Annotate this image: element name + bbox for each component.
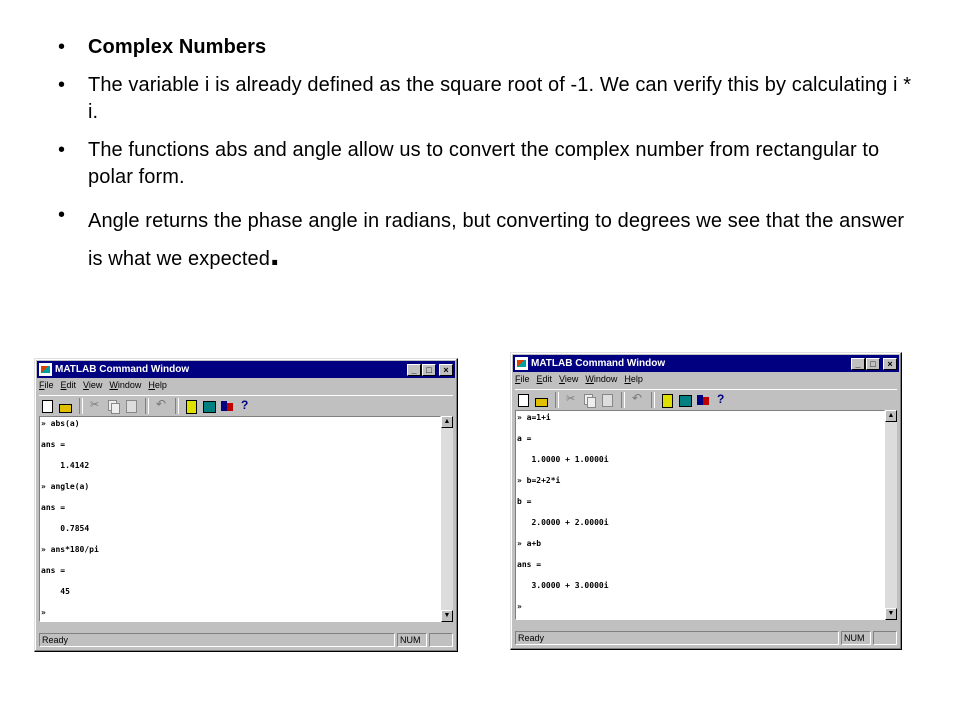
cut-icon[interactable] <box>87 398 103 414</box>
menu-view[interactable]: View <box>83 380 103 390</box>
menu-edit[interactable]: Edit <box>60 380 77 390</box>
status-panel <box>873 631 897 645</box>
toolbar-separator <box>175 398 179 414</box>
toolbar-separator <box>79 398 83 414</box>
scroll-up-arrow-icon[interactable]: ▲ <box>885 410 897 422</box>
toolbar <box>39 395 453 416</box>
copy-icon[interactable] <box>105 398 121 414</box>
minimize-button[interactable]: _ <box>407 364 421 376</box>
vertical-scrollbar[interactable] <box>441 416 453 622</box>
status-bar <box>39 633 453 647</box>
console-output: » abs(a) ans = 1.4142 » angle(a) ans = 0.7854 » ans*180/pi ans = 45 » <box>41 419 99 617</box>
bullet-item <box>58 137 918 191</box>
cut-icon[interactable] <box>563 392 579 408</box>
matlab-logo-icon <box>39 363 52 376</box>
vertical-scrollbar[interactable] <box>885 410 897 620</box>
matlab-command-window-left <box>34 358 458 652</box>
title-bar[interactable] <box>37 361 455 378</box>
scroll-up-arrow-icon[interactable]: ▲ <box>441 416 453 428</box>
menu-help[interactable]: Help <box>148 380 167 390</box>
close-button[interactable]: × <box>883 358 897 370</box>
window-title: MATLAB Command Window <box>531 358 666 369</box>
path-browser-icon[interactable] <box>201 398 217 414</box>
scroll-down-arrow-icon[interactable]: ▼ <box>441 610 453 622</box>
copy-icon[interactable] <box>581 392 597 408</box>
window-title: MATLAB Command Window <box>55 364 190 375</box>
workspace-browser-icon[interactable] <box>183 398 199 414</box>
undo-icon[interactable] <box>629 392 645 408</box>
toolbar-separator <box>555 392 559 408</box>
title-bar[interactable] <box>513 355 899 372</box>
bullet-item <box>58 72 918 126</box>
bullet-dot: • <box>58 139 66 161</box>
status-text: Ready <box>515 631 839 645</box>
matlab-logo-icon <box>515 357 528 370</box>
bullet-text: The functions abs and angle allow us to convert the complex number from rectangular to polar form. <box>88 139 880 188</box>
toolbar-separator <box>621 392 625 408</box>
slide-title: Complex Numbers <box>88 36 267 58</box>
menu-window[interactable]: Window <box>109 380 142 390</box>
paste-icon[interactable] <box>123 398 139 414</box>
menu-view[interactable]: View <box>559 374 579 384</box>
path-browser-icon[interactable] <box>677 392 693 408</box>
command-area[interactable] <box>39 416 441 622</box>
toolbar-separator <box>145 398 149 414</box>
scroll-down-arrow-icon[interactable]: ▼ <box>885 608 897 620</box>
simulink-icon[interactable] <box>695 392 711 408</box>
help-icon[interactable] <box>713 392 729 408</box>
toolbar <box>515 389 897 410</box>
command-area[interactable] <box>515 410 885 620</box>
matlab-command-window-right <box>510 352 902 650</box>
bullet-text: The variable i is already defined as the square root of -1. We can verify this by calculating i * i. <box>88 74 912 123</box>
menu-bar <box>39 380 174 394</box>
help-icon[interactable] <box>237 398 253 414</box>
menu-bar <box>515 374 650 388</box>
bullet-list <box>58 34 918 289</box>
close-button[interactable]: × <box>439 364 453 376</box>
new-file-icon[interactable] <box>39 398 55 414</box>
status-text: Ready <box>39 633 395 647</box>
open-folder-icon[interactable] <box>57 398 73 414</box>
toolbar-separator <box>651 392 655 408</box>
menu-edit[interactable]: Edit <box>536 374 553 384</box>
bullet-item <box>58 34 918 61</box>
console-output: » a=1+i a = 1.0000 + 1.0000i » b=2+2*i b = 2.0000 + 2.0000i » a+b ans = 3.0000 + 3.0000i » <box>517 413 609 611</box>
simulink-icon[interactable] <box>219 398 235 414</box>
status-panel <box>429 633 453 647</box>
maximize-button[interactable]: □ <box>866 358 880 370</box>
num-lock-indicator: NUM <box>841 631 871 645</box>
num-lock-indicator: NUM <box>397 633 427 647</box>
workspace-browser-icon[interactable] <box>659 392 675 408</box>
bullet-item <box>58 202 918 278</box>
menu-file[interactable]: File <box>39 380 54 390</box>
bullet-dot: • <box>58 36 66 58</box>
menu-window[interactable]: Window <box>585 374 618 384</box>
maximize-button[interactable]: □ <box>422 364 436 376</box>
undo-icon[interactable] <box>153 398 169 414</box>
bullet-dot: • <box>58 204 66 226</box>
minimize-button[interactable]: _ <box>851 358 865 370</box>
menu-help[interactable]: Help <box>624 374 643 384</box>
open-folder-icon[interactable] <box>533 392 549 408</box>
menu-file[interactable]: File <box>515 374 530 384</box>
final-period: . <box>270 235 280 273</box>
status-bar <box>515 631 897 645</box>
new-file-icon[interactable] <box>515 392 531 408</box>
bullet-text: Angle returns the phase angle in radians, but converting to degrees we see that the answer is what we expected <box>88 210 905 270</box>
bullet-dot: • <box>58 74 66 96</box>
paste-icon[interactable] <box>599 392 615 408</box>
